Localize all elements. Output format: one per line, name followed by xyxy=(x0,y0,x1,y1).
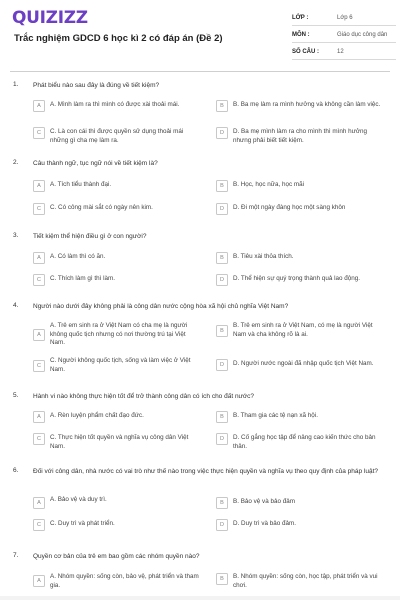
option-text: D. Duy trì và bảo đảm. xyxy=(233,520,296,527)
question-text: Quyền cơ bản của trẻ em bao gồm các nhóm quyền nào? xyxy=(33,553,200,560)
option-letter-box[interactable]: A xyxy=(33,497,45,509)
option-text: A. Tích tiểu thành đại. xyxy=(50,181,112,188)
option-text: D. Người nước ngoài đã nhập quốc tịch Việt Nam. xyxy=(233,360,374,367)
meta-key: LỚP : xyxy=(292,14,309,21)
option-text: C. Thực hiện tốt quyền và nghĩa vụ công dân Việt Nam. xyxy=(50,434,189,450)
option-letter-box[interactable]: A xyxy=(33,575,45,587)
option-letter-box[interactable]: A xyxy=(33,100,45,112)
option-letter-box[interactable]: B xyxy=(216,497,228,509)
question-number: 2. xyxy=(13,159,19,166)
option-letter-box[interactable]: D xyxy=(216,203,228,215)
option-text: A. Nhóm quyền: sống còn, bảo vệ, phát triển và tham gia. xyxy=(50,573,199,589)
option-letter-box[interactable]: D xyxy=(216,127,228,139)
option-letter-box[interactable]: A xyxy=(33,180,45,192)
option-text: A. Trẻ em sinh ra ở Việt Nam có cha mẹ là người không quốc tịch nhưng có nơi thường trú tại Việt Nam. xyxy=(50,322,188,346)
option-letter-box[interactable]: C xyxy=(33,127,45,139)
option-letter-box[interactable]: C xyxy=(33,203,45,215)
option-letter-box[interactable]: B xyxy=(216,325,228,337)
option-letter-box[interactable]: D xyxy=(216,433,228,445)
meta-key: MÔN : xyxy=(292,31,310,38)
option-letter-box[interactable]: D xyxy=(216,359,228,371)
option-letter-box[interactable]: B xyxy=(216,252,228,264)
option-text: A. Rèn luyện phẩm chất đạo đức. xyxy=(50,412,144,419)
option-letter-box[interactable]: A xyxy=(33,252,45,264)
question-text: Người nào dưới đây không phải là công dân nước cộng hòa xã hội chủ nghĩa Việt Nam? xyxy=(33,303,289,310)
option-letter-box[interactable]: D xyxy=(216,274,228,286)
quizizz-logo: QUIZIZZ xyxy=(12,8,88,28)
question-text: Đối với công dân, nhà nước có vai trò như thế nào trong việc thực hiện quyền và nghĩa vụ theo quy định của pháp luật? xyxy=(33,468,378,475)
option-letter-box[interactable]: C xyxy=(33,519,45,531)
option-letter-box[interactable]: B xyxy=(216,573,228,585)
option-text: B. Bảo vệ và bảo đảm xyxy=(233,498,295,505)
option-text: B. Tiêu xài thỏa thích. xyxy=(233,253,294,260)
option-text: A. Có làm thì có ăn. xyxy=(50,253,106,260)
option-text: A. Mình làm ra thì mình có được xài thoải mái. xyxy=(50,101,180,108)
option-text: C. Người không quốc tịch, sống và làm việc ở Việt Nam. xyxy=(50,357,191,373)
option-text: A. Bảo vệ và duy trì. xyxy=(50,496,107,503)
option-text: C. Duy trì và phát triển. xyxy=(50,520,115,527)
question-number: 4. xyxy=(13,302,19,309)
option-text: B. Trẻ em sinh ra ở Việt Nam, có mẹ là người Việt Nam và cha không rõ là ai. xyxy=(233,322,373,338)
option-text: C. Có công mài sắt có ngày nên kim. xyxy=(50,204,153,211)
question-number: 5. xyxy=(13,392,19,399)
meta-key: SỐ CÂU : xyxy=(292,48,319,55)
page-bottom-edge xyxy=(0,596,400,600)
meta-value: Giáo dục công dân xyxy=(337,31,388,38)
option-letter-box[interactable]: B xyxy=(216,100,228,112)
option-text: D. Đi một ngày đàng học một sàng khôn xyxy=(233,204,346,211)
option-letter-box[interactable]: D xyxy=(216,519,228,531)
option-letter-box[interactable]: B xyxy=(216,411,228,423)
option-letter-box[interactable]: C xyxy=(33,360,45,372)
question-text: Hành vi nào không thực hiện tốt để trở thành công dân có ích cho đất nước? xyxy=(33,393,255,400)
question-number: 6. xyxy=(13,467,19,474)
option-letter-box[interactable]: A xyxy=(33,411,45,423)
meta-row-class xyxy=(292,10,396,26)
option-text: D. Thể hiện sự quý trọng thành quả lao động. xyxy=(233,275,360,282)
meta-value: 12 xyxy=(337,48,344,55)
option-letter-box[interactable]: A xyxy=(33,329,45,341)
question-text: Phát biểu nào sau đây là đúng về tiết kiệm? xyxy=(33,82,160,89)
question-number: 7. xyxy=(13,552,19,559)
meta-value: Lớp 6 xyxy=(337,14,353,21)
option-text: B. Tham gia các tệ nạn xã hội. xyxy=(233,412,318,419)
option-text: D. Ba mẹ mình làm ra cho mình thì mình hưởng nhưng phải biết tiết kiệm. xyxy=(233,128,367,144)
worksheet-meta xyxy=(292,10,396,61)
question-text: Tiết kiệm thể hiện điều gì ở con người? xyxy=(33,233,147,240)
option-letter-box[interactable]: C xyxy=(33,433,45,445)
header-divider xyxy=(10,71,390,72)
question-number: 1. xyxy=(13,81,19,88)
meta-row-count xyxy=(292,44,396,60)
option-text: B. Nhóm quyền: sống còn, học tập, phát triển và vui chơi. xyxy=(233,573,378,589)
option-text: C. Là con cái thì được quyền sử dụng thoải mái những gì cha mẹ làm ra. xyxy=(50,128,184,144)
question-number: 3. xyxy=(13,232,19,239)
option-text: B. Học, học nữa, học mãi xyxy=(233,181,305,188)
option-letter-box[interactable]: B xyxy=(216,180,228,192)
option-text: C. Thích làm gì thì làm. xyxy=(50,275,115,282)
question-text: Câu thành ngữ, tục ngữ nói về tiết kiệm là? xyxy=(33,160,158,167)
option-text: D. Cố gắng học tập để nâng cao kiến thức cho bản thân. xyxy=(233,434,376,450)
meta-row-subject xyxy=(292,27,396,43)
option-text: B. Ba mẹ làm ra mình hưởng và không cần làm việc. xyxy=(233,101,381,108)
worksheet-header xyxy=(0,0,400,66)
option-letter-box[interactable]: C xyxy=(33,274,45,286)
worksheet-title: Trắc nghiệm GDCD 6 học kì 2 có đáp án (Đề 2) xyxy=(14,33,223,44)
